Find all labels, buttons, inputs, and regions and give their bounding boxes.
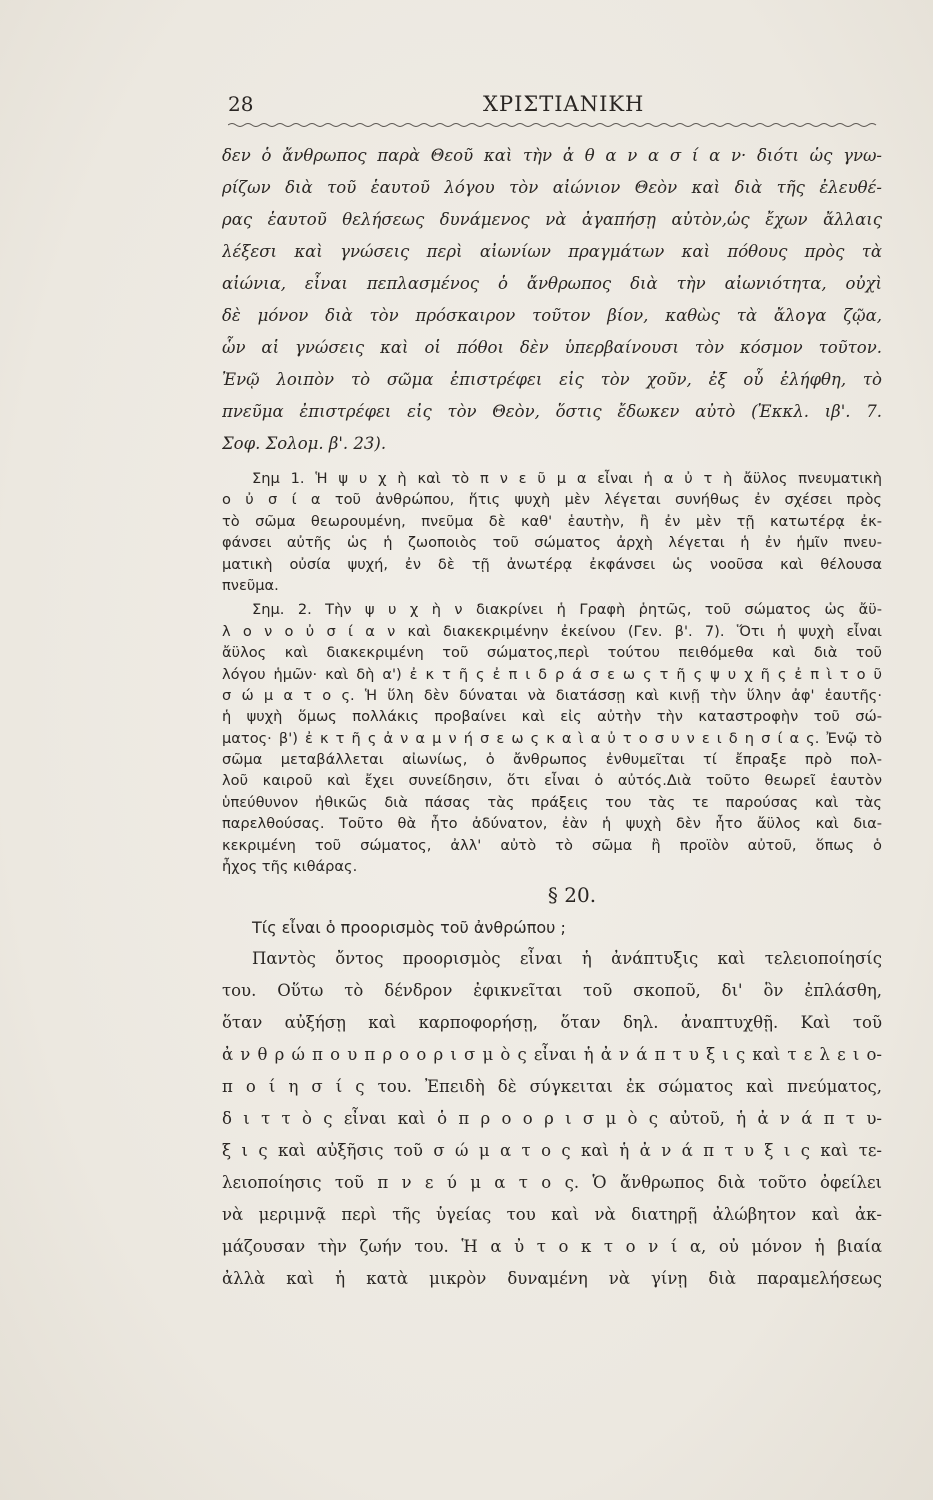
note-line: Σημ. 2. Τὴν ψ υ χ ὴ ν διακρίνει ἡ Γραφὴ ῥητῶς, τοῦ σώματος ὡς ἄϋ-	[252, 601, 882, 619]
note-line: λοῦ καιροῦ καὶ ἔχει συνείδησιν, ὅτι εἶναι ὁ αὐτός.Διὰ τοῦτο θεωρεῖ ἑαυτὸν	[222, 772, 882, 790]
text-line: δ ι τ τ ὸ ς εἶναι καὶ ὁ π ρ ο ο ρ ι σ μ ὸ ς αὐτοῦ, ἡ ἀ ν ά π τ υ-	[222, 1109, 882, 1129]
note-line: φάνσει αὐτῆς ὡς ἡ ζωοποιὸς τοῦ σώματος ἀρχὴ λέγεται ἡ ἐν ἡμῖν πνευ-	[222, 534, 882, 552]
note-line: ἡ ψυχὴ ὅμως πολλάκις προβαίνει καὶ εἰς αὐτὴν τὴν καταστροφὴν τοῦ σώ-	[222, 708, 882, 726]
text-line: ὧν αἱ γνώσεις καὶ οἱ πόθοι δὲν ὑπερβαίνουσι τὸν κόσμον τοῦτον.	[222, 338, 882, 357]
text-line: ἀλλὰ καὶ ἡ κατὰ μικρὸν δυναμένη νὰ γίνῃ διὰ παραμελήσεως	[222, 1269, 882, 1289]
page-header	[228, 92, 878, 122]
text-line: αἰώνια, εἶναι πεπλασμένος ὁ ἄνθρωπος διὰ τὴν αἰωνιότητα, οὐχὶ	[222, 274, 882, 293]
note-line: ὑπεύθυνον ἠθικῶς διὰ πάσας τὰς πράξεις του τὰς τε παρούσας καὶ τὰς	[222, 793, 882, 811]
text-line: ἀ ν θ ρ ώ π ο υ π ρ ο ο ρ ι σ μ ὸ ς εἶναι ἡ ἀ ν ά π τ υ ξ ι ς καὶ τ ε λ ε ι ο-	[222, 1045, 882, 1065]
note-line: ματος· β') ἐ κ τ ῆ ς ἀ ν α μ ν ή σ ε ω ς κ α ὶ α ὐ τ ο σ υ ν ε ι δ η σ ί α ς. Ἐνῷ τὸ	[222, 729, 882, 747]
text-line: λέξεσι καὶ γνώσεις περὶ αἰωνίων πραγμάτων καὶ πόθους πρὸς τὰ	[222, 242, 882, 261]
text-line: του. Οὕτω τὸ δένδρον ἐφικνεῖται τοῦ σκοποῦ, δι' ὃν ἐπλάσθη,	[222, 981, 882, 1001]
text-line: ὅταν αὐξήσῃ καὶ καρποφορήσῃ, ὅταν δηλ. ἀναπτυχθῇ. Καὶ τοῦ	[222, 1013, 882, 1033]
text-line: ρας ἑαυτοῦ θελήσεως δυνάμενος νὰ ἀγαπήσῃ αὐτὸν,ὡς ἔχων ἄλλαις	[222, 210, 882, 229]
note-line: ἄϋλος καὶ διακεκριμένη τοῦ σώματος,περὶ τούτου πειθόμεθα καὶ διὰ τοῦ	[222, 644, 882, 662]
note-line: ο ὐ σ ί α τοῦ ἀνθρώπου, ἥτις ψυχὴ μὲν λέγεται συνήθως ἐν σχέσει πρὸς	[222, 491, 882, 509]
page-body	[222, 140, 882, 1295]
text-line: μάζουσαν τὴν ζωήν του. Ἡ α ὐ τ ο κ τ ο ν ί α, οὐ μόνον ἡ βιαία	[222, 1237, 882, 1257]
main-paragraph-2	[222, 943, 882, 1295]
note-line: Σημ 1. Ἡ ψ υ χ ὴ καὶ τὸ π ν ε ῦ μ α εἶναι ἡ α ὐ τ ὴ ἄϋλος πνευματικὴ	[252, 470, 882, 487]
main-paragraph-1	[222, 140, 882, 460]
note-line: κεκριμένη τοῦ σώματος, ἀλλ' αὐτὸ τὸ σῶμα ἢ προϊὸν αὐτοῦ, ὅπως ὁ	[222, 836, 882, 854]
text-line: δὲ μόνον διὰ τὸν πρόσκαιρον τοῦτον βίον, καθὼς τὰ ἄλογα ζῷα,	[222, 306, 882, 325]
note-line: τὸ σῶμα θεωρουμένη, πνεῦμα δὲ καθ' ἑαυτὴν, ἢ ἐν μὲν τῇ κατωτέρᾳ ἐκ-	[222, 512, 882, 530]
text-line: Παντὸς ὄντος προορισμὸς εἶναι ἡ ἀνάπτυξις καὶ τελειοποίησίς	[252, 949, 882, 969]
note-line: πνεῦμα.	[222, 576, 279, 594]
note-line: σῶμα μεταβάλλεται αἰωνίως, ὁ ἄνθρωπος ἐνθυμεῖται τί ἔπραξε πρὸ πολ-	[222, 751, 882, 769]
note-line: λ ο ν ο ὐ σ ί α ν καὶ διακεκριμένην ἐκείνου (Γεν. β'. 7). Ὅτι ἡ ψυχὴ εἶναι	[222, 622, 882, 640]
text-line: νὰ μεριμνᾷ περὶ τῆς ὑγείας του καὶ νὰ διατηρῇ ἀλώβητον καὶ ἀκ-	[222, 1205, 882, 1225]
note-line: σ ώ μ α τ ο ς. Ἡ ὕλη δὲν δύναται νὰ διατάσσῃ καὶ κινῇ τὴν ὕλην ἀφ' ἑαυτῆς·	[222, 686, 882, 704]
text-line: π ο ί η σ ί ς του. Ἐπειδὴ δὲ σύγκειται ἐκ σώματος καὶ πνεύματος,	[222, 1077, 882, 1097]
text-line: ρίζων διὰ τοῦ ἑαυτοῦ λόγου τὸν αἰώνιον Θεὸν καὶ διὰ τῆς ἐλευθέ-	[222, 178, 882, 197]
note-line: παρελθούσας. Τοῦτο θὰ ἦτο ἀδύνατον, ἐὰν ἡ ψυχὴ δὲν ἦτο ἄϋλος καὶ δια-	[222, 815, 882, 833]
text-line: Σοφ. Σολομ. β'. 23).	[222, 434, 387, 453]
text-line: ξ ι ς καὶ αὐξῆσις τοῦ σ ώ μ α τ ο ς καὶ ἡ ἀ ν ά π τ υ ξ ι ς καὶ τε-	[222, 1141, 882, 1161]
section-number: § 20.	[547, 883, 597, 908]
note-line: ἦχος τῆς κιθάρας.	[222, 858, 358, 876]
text-line: πνεῦμα ἐπιστρέφει εἰς τὸν Θεὸν, ὅστις ἔδωκεν αὐτὸ (Ἐκκλ. ιβ'. 7.	[222, 402, 882, 421]
running-title: ΧΡΙΣΤΙΑΝΙΚΗ	[483, 92, 645, 116]
note-line: λόγου ἡμῶν· καὶ δὴ α') ἐ κ τ ῆ ς ἐ π ι δ ρ ά σ ε ω ς τ ῆ ς ψ υ χ ῆ ς ἐ π ὶ τ ο ῦ	[222, 665, 882, 683]
page-number: 28	[228, 92, 254, 116]
text-line: δεν ὁ ἄνθρωπος παρὰ Θεοῦ καὶ τὴν ἀ θ α ν α σ ί α ν· διότι ὡς γνω-	[222, 146, 882, 165]
text-line: λειοποίησις τοῦ π ν ε ύ μ α τ ο ς. Ὁ ἄνθρωπος διὰ τοῦτο ὀφείλει	[222, 1173, 882, 1193]
note-line: ματικὴ οὐσία ψυχή, ἐν δὲ τῇ ἀνωτέρᾳ ἐκφάνσει ὡς νοοῦσα καὶ θέλουσα	[222, 555, 882, 573]
section-question: Τίς εἶναι ὁ προορισμὸς τοῦ ἀνθρώπου ;	[252, 918, 566, 938]
footnote-2	[222, 599, 882, 877]
header-wavy-rule	[228, 122, 880, 128]
text-line: Ἐνῷ λοιπὸν τὸ σῶμα ἐπιστρέφει εἰς τὸν χοῦν, ἐξ οὗ ἐλήφθη, τὸ	[222, 370, 882, 389]
footnote-1	[222, 468, 882, 596]
